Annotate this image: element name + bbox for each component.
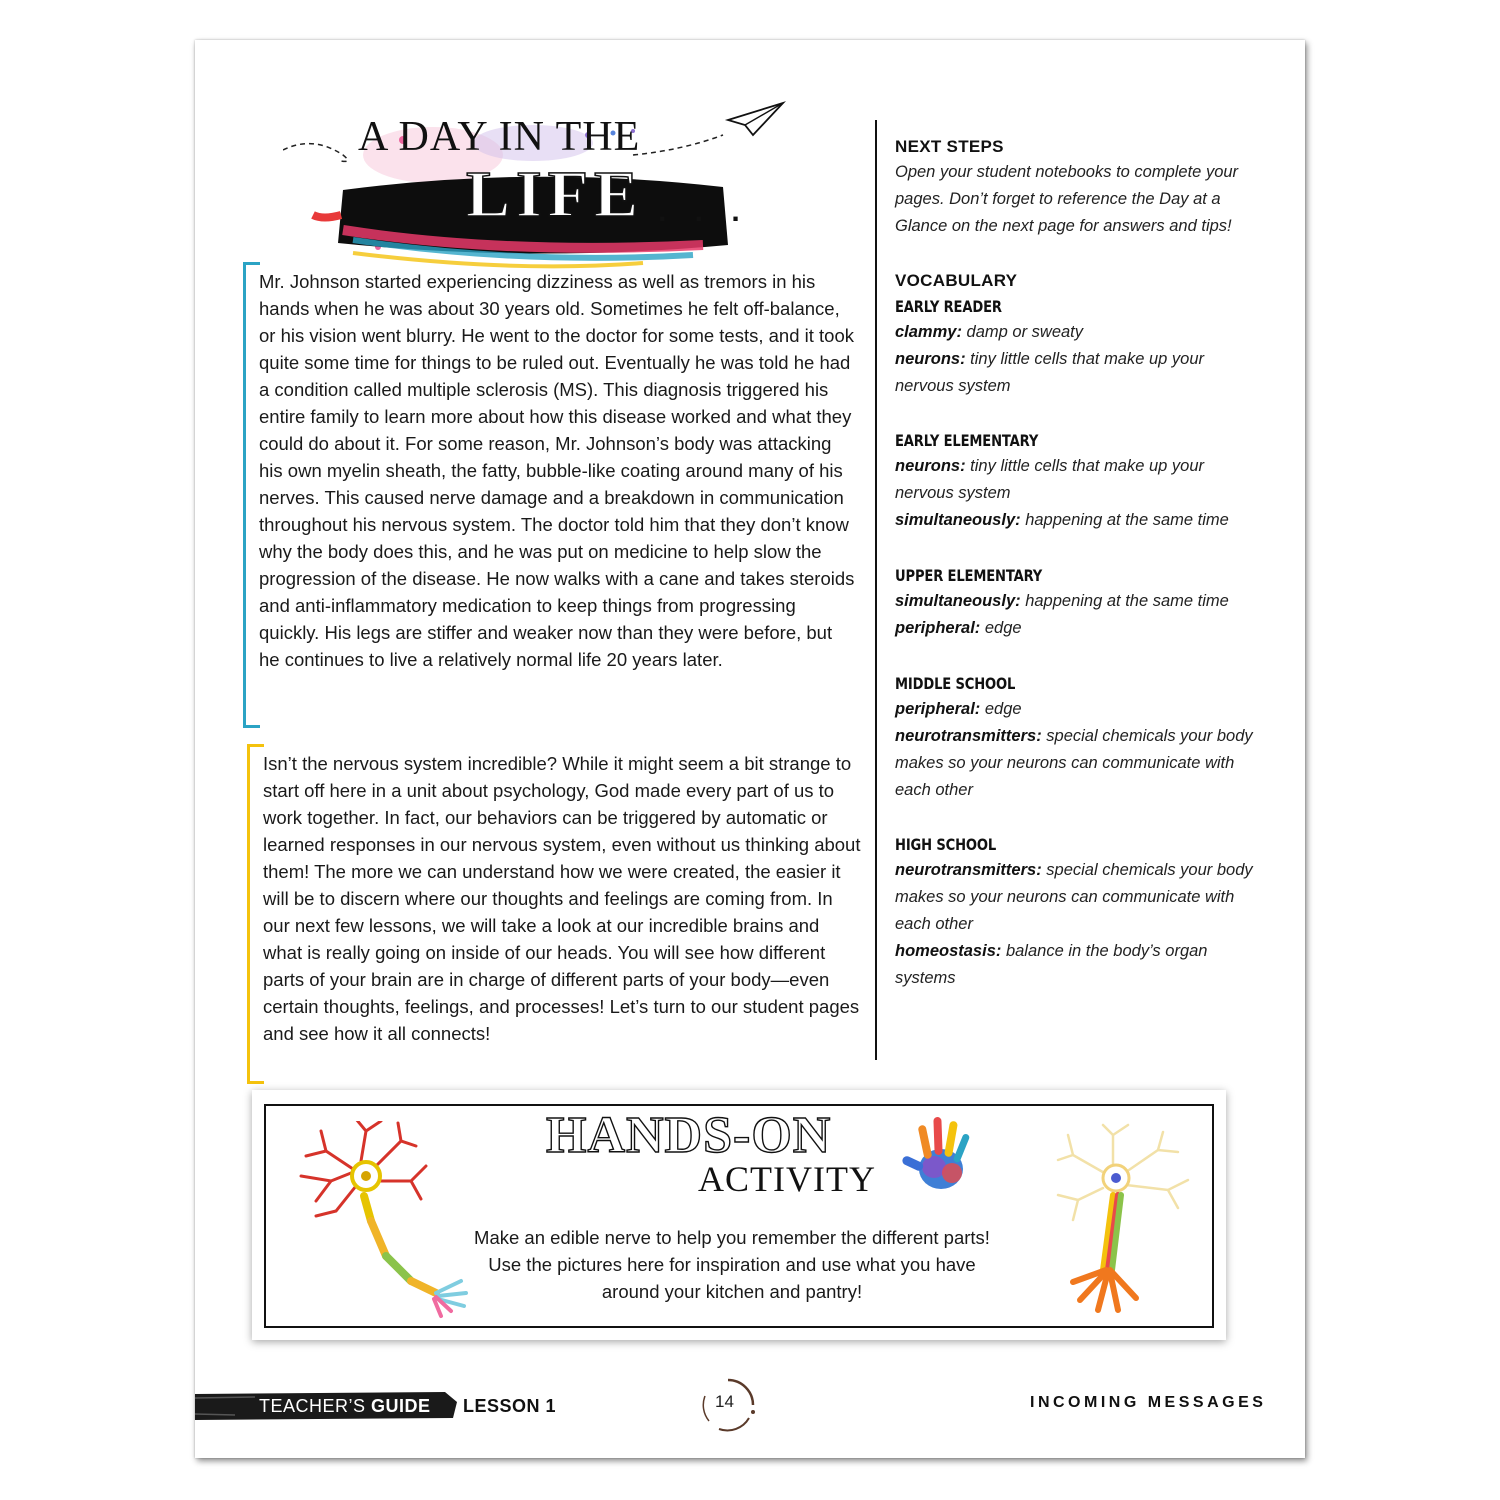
title-line1: A DAY IN THE: [358, 114, 641, 160]
vocab-definition: special chemicals your body makes so your neurons can communicate with each other: [895, 727, 1253, 799]
vocab-entry: [895, 588, 1265, 615]
vocab-level-name: UPPER ELEMENTARY: [895, 566, 1043, 585]
vocab-definition: edge: [980, 700, 1022, 718]
activity-text: Make an edible nerve to help you remember the different parts! Use the pictures here for inspiration and use what you have around your kitchen and pantry!: [474, 1227, 990, 1302]
vocab-definition: happening at the same time: [1020, 592, 1229, 610]
section-title: [283, 95, 803, 280]
red-neuron-illustration: [286, 1121, 486, 1321]
footer-lesson-label: LESSON 1: [463, 1396, 557, 1416]
vocab-entry: [895, 696, 1265, 723]
footer-guide-bold: GUIDE: [371, 1396, 431, 1416]
paragraph1-bracket: [243, 262, 260, 728]
vocab-entry: [895, 938, 1265, 992]
vocab-level-name: MIDDLE SCHOOL: [895, 674, 1016, 693]
title-dots: . . .: [658, 195, 750, 228]
vocab-entry: [895, 319, 1265, 346]
vocab-level-middle-school: [895, 672, 1265, 804]
vocab-term: peripheral:: [895, 619, 981, 637]
column-divider: [875, 120, 877, 1060]
next-steps-text: Open your student notebooks to complete your pages. Don’t forget to reference the Day at a Glance on the next page for answers and tips!: [895, 163, 1239, 235]
vocab-term: simultaneously:: [895, 592, 1021, 610]
vocab-level-name: EARLY READER: [895, 297, 1002, 316]
next-steps-heading: NEXT STEPS: [895, 137, 1004, 156]
vocab-level-name: HIGH SCHOOL: [895, 835, 997, 854]
vocab-definition: tiny little cells that make up your nervous system: [895, 457, 1205, 502]
vocab-level-name: EARLY ELEMENTARY: [895, 431, 1039, 450]
vocab-level-upper-elementary: [895, 564, 1265, 642]
vocab-term: clammy:: [895, 323, 962, 341]
title-line2: LIFE: [466, 158, 645, 231]
painted-hand-icon: [896, 1111, 986, 1201]
vocab-entry: [895, 346, 1265, 400]
vocabulary-block: [895, 269, 1265, 293]
footer-guide-label: [259, 1396, 431, 1417]
page-number: 14: [715, 1392, 734, 1411]
yellow-neuron-illustration: [1018, 1120, 1208, 1320]
vocab-definition: happening at the same time: [1020, 511, 1229, 529]
vocab-term: neurotransmitters:: [895, 727, 1042, 745]
vocabulary-heading: VOCABULARY: [895, 271, 1018, 290]
footer-unit-title: INCOMING MESSAGES: [1030, 1394, 1267, 1411]
vocab-term: neurotransmitters:: [895, 861, 1042, 879]
vocab-term: homeostasis:: [895, 942, 1002, 960]
intro-paragraph: Isn’t the nervous system incredible? While it might seem a bit strange to start off here in a unit about psychology, God made every part of us to work together. In fact, our behaviors can be triggered by automatic or learned responses in our nervous system, even without us thinking about them! The more we can understand how we were created, the easier it will be to discern where our thoughts and feelings are coming from. In our next few lessons, we will take a look at our incredible brains and what is really going on inside of our heads. You will see how different parts of your brain are in charge of different parts of your body—even certain thoughts, feelings, and processes! Let’s turn to our student pages and see how it all connects!: [263, 753, 861, 1044]
activity-subtitle: ACTIVITY: [698, 1159, 876, 1199]
vocab-term: simultaneously:: [895, 511, 1021, 529]
hands-on-activity-frame: [264, 1104, 1214, 1328]
hands-on-activity-box: [252, 1090, 1226, 1340]
vocab-definition: edge: [980, 619, 1022, 637]
vocab-level-early-elementary: [895, 429, 1265, 534]
document-page: [195, 40, 1305, 1458]
vocab-entry: [895, 857, 1265, 938]
vocab-entry: [895, 507, 1265, 534]
vocab-definition: balance in the body’s organ systems: [895, 942, 1208, 987]
vocab-entry: [895, 615, 1265, 642]
paragraph2-bracket: [247, 744, 264, 1084]
footer-guide-prefix: TEACHER’S: [259, 1396, 372, 1416]
vocab-term: neurons:: [895, 457, 966, 475]
vocab-entry: [895, 723, 1265, 804]
vocab-level-early-reader: [895, 295, 1265, 400]
vocab-term: neurons:: [895, 350, 966, 368]
activity-title: HANDS-ON: [546, 1107, 832, 1164]
vocab-term: peripheral:: [895, 700, 981, 718]
vocab-entry: [895, 453, 1265, 507]
story-paragraph: Mr. Johnson started experiencing dizziness as well as tremors in his hands when he was about 30 years old. Sometimes he felt off-balance, or his vision went blurry. He went to the doctor for some tests, and it took quite some time for things to be ruled out. Eventually he was told he had a condition called multiple sclerosis (MS). This diagnosis triggered his entire family to learn more about how this disease worked and what they could do about it. For some reason, Mr. Johnson’s body was attacking his own myelin sheath, the fatty, bubble-like coating around many of his nerves. This caused nerve damage and a breakdown in communication throughout his nervous system. The doctor told him that they don’t know why the body does this, and he was put on medicine to help slow the progression of the disease. He now walks with a cane and takes steroids and anti-inflammatory medication to keep things from progressing quickly. His legs are stiffer and weaker now than they were before, but he continues to live a relatively normal life 20 years later.: [259, 271, 855, 670]
vocab-definition: special chemicals your body makes so your neurons can communicate with each other: [895, 861, 1253, 933]
next-steps-block: [895, 135, 1265, 240]
vocab-definition: damp or sweaty: [961, 323, 1084, 341]
vocab-level-high-school: [895, 833, 1265, 992]
vocab-definition: tiny little cells that make up your nervous system: [895, 350, 1205, 395]
